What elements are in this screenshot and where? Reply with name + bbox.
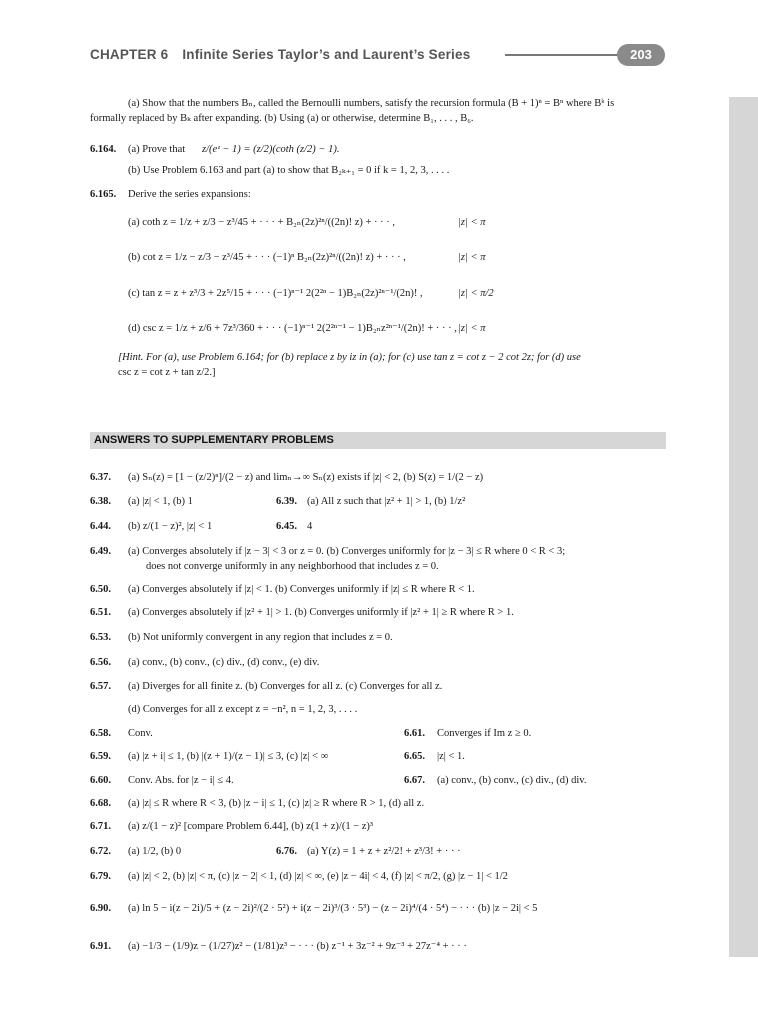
answer-number: 6.61. bbox=[404, 728, 425, 739]
answer-number: 6.50. bbox=[90, 584, 111, 595]
answer-6-53: (b) Not uniformly convergent in any region that includes z = 0. bbox=[128, 632, 393, 643]
answer-6-79: (a) |z| < 2, (b) |z| < π, (c) |z − 2| < 1, (d) |z| < ∞, (e) |z − 4i| < 4, (f) |z| < π/2, (g) |z − 1| < 1/2 bbox=[128, 871, 508, 882]
answer-6-76: (a) Y(z) = 1 + z + z²/2! + z³/3! + · · · bbox=[307, 846, 461, 857]
page-number-badge: 203 bbox=[617, 44, 665, 66]
answer-6-39: (a) All z such that |z² + 1| > 1, (b) 1/z² bbox=[307, 496, 466, 507]
side-margin-bar bbox=[729, 97, 758, 957]
answer-number: 6.68. bbox=[90, 798, 111, 809]
answer-number: 6.71. bbox=[90, 821, 111, 832]
answer-number: 6.39. bbox=[276, 496, 297, 507]
answer-6-57-line-2: (d) Converges for all z except z = −n², n = 1, 2, 3, . . . . bbox=[128, 704, 358, 715]
p165-a-condition: |z| < π bbox=[458, 217, 486, 228]
p164-a-prefix: (a) Prove that bbox=[128, 144, 186, 155]
hint-line-2: csc z = cot z + tan z/2.] bbox=[118, 367, 216, 378]
answer-6-65: |z| < 1. bbox=[437, 751, 465, 762]
answer-number: 6.67. bbox=[404, 775, 425, 786]
chapter-header bbox=[90, 47, 470, 62]
answer-6-56: (a) conv., (b) conv., (c) div., (d) conv., (e) div. bbox=[128, 657, 320, 668]
answer-6-38: (a) |z| < 1, (b) 1 bbox=[128, 496, 193, 507]
answer-number: 6.59. bbox=[90, 751, 111, 762]
p163-line-2: formally replaced by Bₖ after expanding. (b) Using (a) or otherwise, determine B₁, . . . , B₆. bbox=[90, 113, 474, 124]
answer-number: 6.60. bbox=[90, 775, 111, 786]
header-rule bbox=[505, 54, 627, 56]
answer-number: 6.38. bbox=[90, 496, 111, 507]
p165-d: (d) csc z = 1/z + z/6 + 7z³/360 + · · · (−1)ⁿ⁻¹ 2(2²ⁿ⁻¹ − 1)B₂ₙz²ⁿ⁻¹/(2n)! + · · · , bbox=[128, 323, 457, 334]
answer-6-68: (a) |z| ≤ R where R < 3, (b) |z − i| ≤ 1, (c) |z| ≥ R where R > 1, (d) all z. bbox=[128, 798, 425, 809]
p163-line-1: (a) Show that the numbers Bₙ, called the Bernoulli numbers, satisfy the recursion formula (B + 1)ⁿ = Bⁿ where Bᵏ is bbox=[128, 98, 615, 109]
answer-number: 6.51. bbox=[90, 607, 111, 618]
p165-c-condition: |z| < π/2 bbox=[458, 288, 494, 299]
chapter-title: Infinite Series Taylor’s and Laurent’s Series bbox=[182, 47, 471, 62]
p165-d-condition: |z| < π bbox=[458, 323, 486, 334]
answer-6-37: (a) Sₙ(z) = [1 − (z/2)ⁿ]/(2 − z) and limₙ→∞ Sₙ(z) exists if |z| < 2, (b) S(z) = 1/(2 − z) bbox=[128, 472, 484, 483]
answer-6-59: (a) |z + i| ≤ 1, (b) |(z + 1)/(z − 1)| ≤ 3, (c) |z| < ∞ bbox=[128, 751, 329, 762]
answer-6-45: 4 bbox=[307, 521, 313, 532]
p165-b: (b) cot z = 1/z − z/3 − z³/45 + · · · (−1)ⁿ B₂ₙ(2z)²ⁿ/((2n)! z) + · · · , bbox=[128, 252, 406, 263]
answer-6-60: Conv. Abs. for |z − i| ≤ 4. bbox=[128, 775, 234, 786]
p165-c: (c) tan z = z + z³/3 + 2z⁵/15 + · · · (−1)ⁿ⁻¹ 2(2²ⁿ − 1)B₂ₙ(2z)²ⁿ⁻¹/(2n)! , bbox=[128, 288, 423, 299]
answer-number: 6.56. bbox=[90, 657, 111, 668]
answer-number: 6.57. bbox=[90, 681, 111, 692]
answer-number: 6.49. bbox=[90, 546, 111, 557]
answer-number: 6.79. bbox=[90, 871, 111, 882]
answers-section-title: ANSWERS TO SUPPLEMENTARY PROBLEMS bbox=[94, 434, 334, 446]
answer-number: 6.72. bbox=[90, 846, 111, 857]
answer-6-44: (b) z/(1 − z)², |z| < 1 bbox=[128, 521, 213, 532]
answer-number: 6.76. bbox=[276, 846, 297, 857]
answer-6-90: (a) ln 5 − i(z − 2i)/5 + (z − 2i)²/(2 · 5²) + i(z − 2i)³/(3 · 5³) − (z − 2i)⁴/(4 · 5⁴) − · · · (b) |z − 2i| < 5 bbox=[128, 903, 538, 914]
chapter-label: CHAPTER 6 bbox=[90, 47, 169, 62]
answer-6-49-line-1: (a) Converges absolutely if |z − 3| < 3 or z = 0. (b) Converges uniformly for |z − 3| ≤ R where 0 < R < 3; bbox=[128, 546, 566, 557]
answer-6-91: (a) −1/3 − (1/9)z − (1/27)z² − (1/81)z³ − · · · (b) z⁻¹ + 3z⁻² + 9z⁻³ + 27z⁻⁴ + · · · bbox=[128, 941, 467, 952]
p164-number: 6.164. bbox=[90, 144, 117, 155]
answer-6-49-line-2: does not converge uniformly in any neighborhood that includes z = 0. bbox=[146, 561, 439, 572]
p164-b: (b) Use Problem 6.163 and part (a) to show that B₂ₖ₊₁ = 0 if k = 1, 2, 3, . . . . bbox=[128, 165, 450, 176]
p165-b-condition: |z| < π bbox=[458, 252, 486, 263]
answer-number: 6.65. bbox=[404, 751, 425, 762]
answer-number: 6.37. bbox=[90, 472, 111, 483]
p165-number: 6.165. bbox=[90, 189, 117, 200]
answer-6-57-line-1: (a) Diverges for all finite z. (b) Converges for all z. (c) Converges for all z. bbox=[128, 681, 443, 692]
answer-number: 6.58. bbox=[90, 728, 111, 739]
answer-6-72: (a) 1/2, (b) 0 bbox=[128, 846, 182, 857]
answer-6-67: (a) conv., (b) conv., (c) div., (d) div. bbox=[437, 775, 587, 786]
answer-number: 6.90. bbox=[90, 903, 111, 914]
answer-6-61: Converges if Im z ≥ 0. bbox=[437, 728, 532, 739]
answer-number: 6.91. bbox=[90, 941, 111, 952]
hint-line-1: [Hint. For (a), use Problem 6.164; for (b) replace z by iz in (a); for (c) use tan z = cot z − 2 cot 2z; for (d) use bbox=[118, 352, 581, 363]
answer-6-58: Conv. bbox=[128, 728, 153, 739]
answer-number: 6.53. bbox=[90, 632, 111, 643]
answer-6-51: (a) Converges absolutely if |z² + 1| > 1. (b) Converges uniformly if |z² + 1| ≥ R where R > 1. bbox=[128, 607, 514, 618]
answer-number: 6.45. bbox=[276, 521, 297, 532]
answer-number: 6.44. bbox=[90, 521, 111, 532]
p164-a-formula: z/(eᶻ − 1) = (z/2)(coth (z/2) − 1). bbox=[202, 144, 340, 155]
p165-a: (a) coth z = 1/z + z/3 − z³/45 + · · · + B₂ₙ(2z)²ⁿ/((2n)! z) + · · · , bbox=[128, 217, 396, 228]
p165-intro: Derive the series expansions: bbox=[128, 189, 251, 200]
answer-6-50: (a) Converges absolutely if |z| < 1. (b) Converges uniformly if |z| ≤ R where R < 1. bbox=[128, 584, 475, 595]
answer-6-71: (a) z/(1 − z)² [compare Problem 6.44], (b) z(1 + z)/(1 − z)³ bbox=[128, 821, 374, 832]
